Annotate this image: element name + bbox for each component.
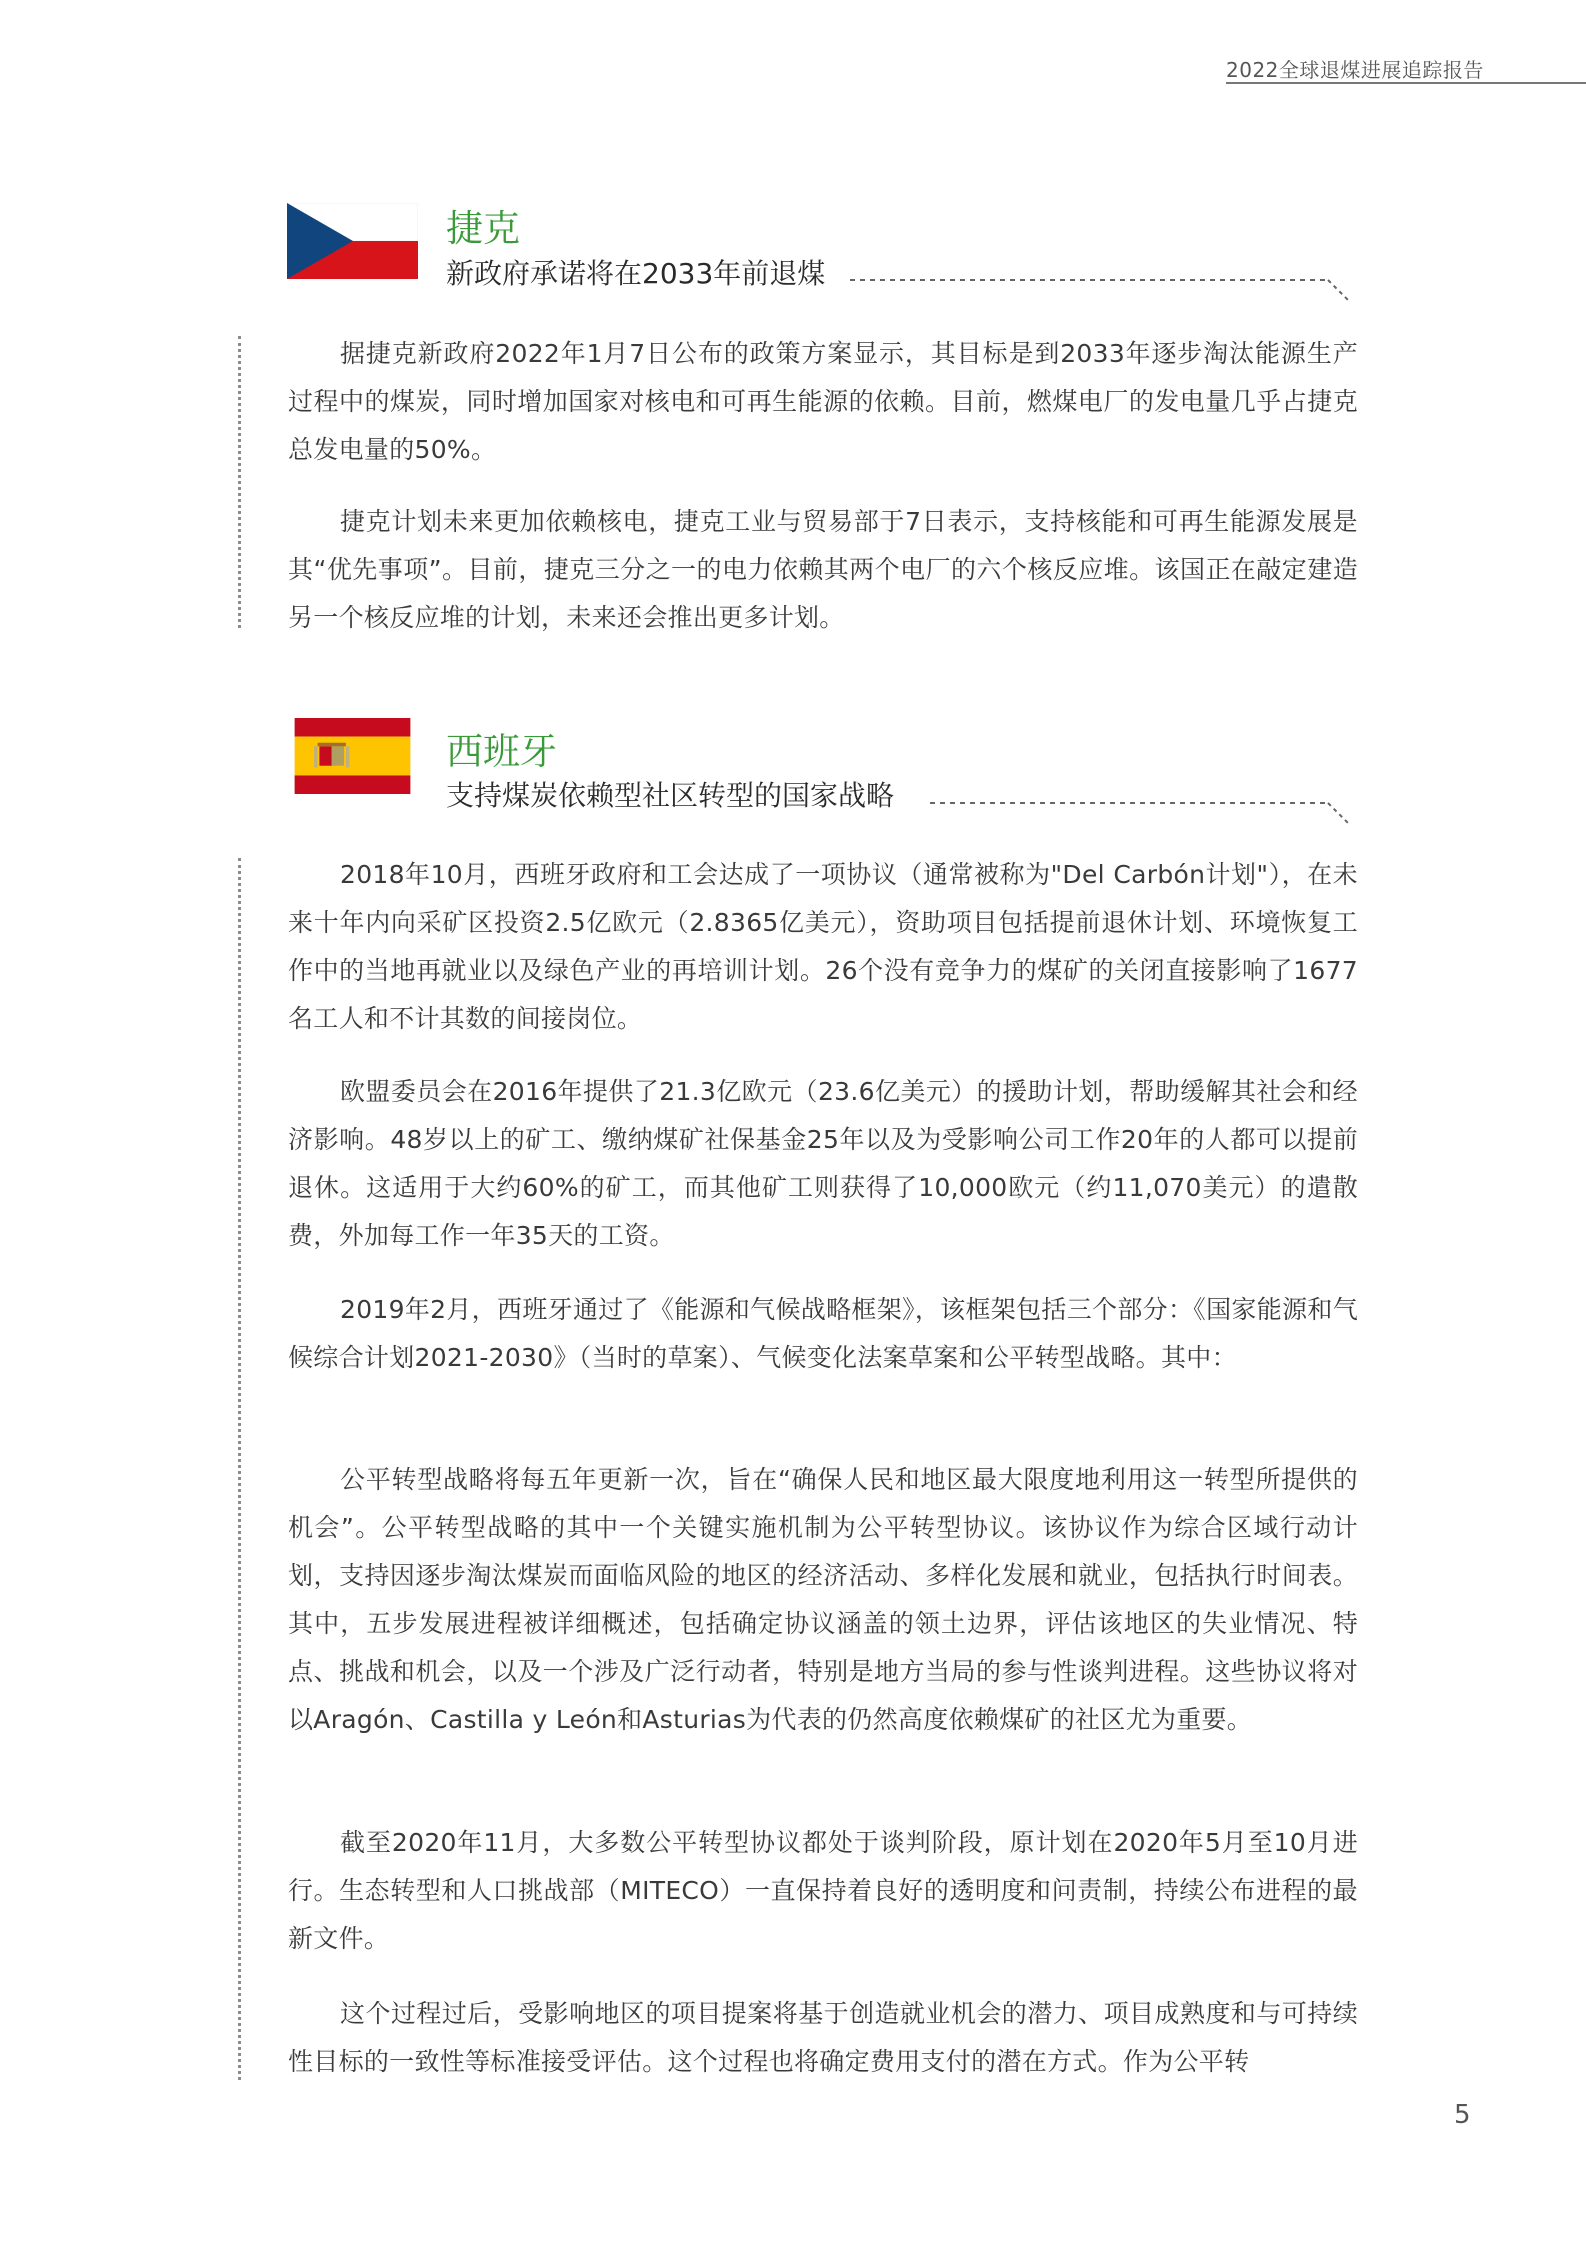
czech-flag-icon xyxy=(287,203,418,279)
section-title-czech: 捷克 xyxy=(446,207,520,250)
paragraph: 2018年10月，西班牙政府和工会达成了一项协议（通常被称为"Del Carbón计划"），在未来十年内向采矿区投资2.5亿欧元（2.8365亿美元），资助项目包括提前退休计划、环境恢复工作中的当地再就业以及绿色产业的再培训计划。26个没有竞争力的煤矿的关闭直接影响了1677名工人和不计其数的间接岗位。 xyxy=(288,860,1358,1033)
section-side-bar xyxy=(238,336,241,628)
paragraph: 据捷克新政府2022年1月7日公布的政策方案显示，其目标是到2033年逐步淘汰能源生产过程中的煤炭，同时增加国家对核电和可再生能源的依赖。目前，燃煤电厂的发电量几乎占捷克总发电量的50%。 xyxy=(288,339,1358,464)
spain-flag-icon xyxy=(287,718,418,794)
paragraph: 捷克计划未来更加依赖核电，捷克工业与贸易部于7日表示，支持核能和可再生能源发展是其“优先事项”。目前，捷克三分之一的电力依赖其两个电厂的六个核反应堆。该国正在敲定建造另一个核反应堆的计划，未来还会推出更多计划。 xyxy=(288,507,1358,632)
section-subtitle-spain: 支持煤炭依赖型社区转型的国家战略 xyxy=(446,779,895,812)
subtitle-dashed-rule xyxy=(928,795,1358,829)
paragraph: 欧盟委员会在2016年提供了21.3亿欧元（23.6亿美元）的援助计划，帮助缓解其社会和经济影响。48岁以上的矿工、缴纳煤矿社保基金25年以及为受影响公司工作20年的人都可以提前退休。这适用于大约60%的矿工，而其他矿工则获得了10,000欧元（约11,070美元）的遣散费，外加每工作一年35天的工资。 xyxy=(288,1077,1358,1250)
paragraph: 公平转型战略将每五年更新一次，旨在“确保人民和地区最大限度地利用这一转型所提供的机会”。公平转型战略的其中一个关键实施机制为公平转型协议。该协议作为综合区域行动计划，支持因逐步淘汰煤炭而面临风险的地区的经济活动、多样化发展和就业，包括执行时间表。其中，五步发展进程被详细概述，包括确定协议涵盖的领土边界，评估该地区的失业情况、特点、挑战和机会，以及一个涉及广泛行动者，特别是地方当局的参与性谈判进程。这些协议将对以Aragón、Castilla y León和Asturias为代表的仍然高度依赖煤矿的社区尤为重要。 xyxy=(288,1465,1358,1734)
subtitle-dashed-rule xyxy=(848,272,1358,306)
section-subtitle-czech: 新政府承诺将在2033年前退煤 xyxy=(446,257,826,290)
section-side-bar xyxy=(238,858,241,2080)
paragraph: 这个过程过后，受影响地区的项目提案将基于创造就业机会的潜力、项目成熟度和与可持续性目标的一致性等标准接受评估。这个过程也将确定费用支付的潜在方式。作为公平转 xyxy=(288,1999,1358,2076)
paragraph: 截至2020年11月，大多数公平转型协议都处于谈判阶段，原计划在2020年5月至10月进行。生态转型和人口挑战部（MITECO）一直保持着良好的透明度和问责制，持续公布进程的最新文件。 xyxy=(288,1828,1358,1953)
section-title-spain: 西班牙 xyxy=(446,730,557,773)
report-title: 2022全球退煤进展追踪报告 xyxy=(1226,58,1484,82)
paragraph: 2019年2月，西班牙通过了《能源和气候战略框架》，该框架包括三个部分：《国家能源和气候综合计划2021-2030》（当时的草案）、气候变化法案草案和公平转型战略。其中： xyxy=(288,1295,1358,1372)
header-divider xyxy=(1226,82,1586,84)
page-number: 5 xyxy=(1454,2100,1471,2130)
